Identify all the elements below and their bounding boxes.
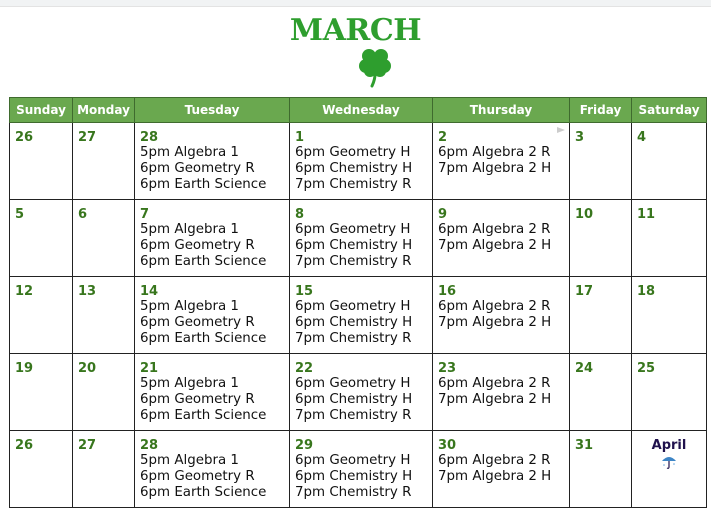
- day-cell[interactable]: [73, 431, 135, 508]
- day-number: 23: [438, 361, 457, 376]
- day-number: 3: [575, 130, 585, 145]
- event-text: 6pm Algebra 2 R: [438, 376, 551, 391]
- day-cell[interactable]: [632, 277, 707, 354]
- event-text: 6pm Algebra 2 R: [438, 299, 551, 314]
- day-number: 20: [78, 361, 97, 376]
- header-wednesday: Wednesday: [290, 98, 433, 123]
- event-text: 6pm Algebra 2 R: [438, 145, 551, 160]
- calendar-table: [9, 97, 707, 508]
- event-text: 6pm Chemistry H: [295, 469, 413, 484]
- header-saturday: Saturday: [632, 98, 707, 123]
- week-row: [10, 200, 707, 277]
- day-number: 5: [15, 207, 25, 222]
- day-number: 6: [78, 207, 88, 222]
- day-number: 27: [78, 130, 97, 145]
- day-number: 28: [140, 130, 159, 145]
- day-number: 2: [438, 130, 448, 145]
- event-text: 7pm Chemistry R: [295, 331, 412, 346]
- event-text: 6pm Geometry R: [140, 238, 255, 253]
- weekday-header-row: [10, 98, 707, 123]
- header-thursday: Thursday: [433, 98, 570, 123]
- april-label: April: [651, 438, 687, 453]
- day-number: 18: [637, 284, 656, 299]
- day-cell[interactable]: [433, 431, 570, 508]
- event-text: 7pm Chemistry R: [295, 177, 412, 192]
- event-text: 7pm Algebra 2 H: [438, 238, 552, 253]
- day-number: 26: [15, 130, 34, 145]
- day-cell[interactable]: [10, 354, 73, 431]
- event-text: 6pm Chemistry H: [295, 392, 413, 407]
- day-number: 16: [438, 284, 457, 299]
- umbrella-icon: [661, 454, 677, 470]
- event-text: 6pm Geometry H: [295, 299, 411, 314]
- event-text: 6pm Geometry H: [295, 222, 411, 237]
- week-row: [10, 354, 707, 431]
- day-number: 11: [637, 207, 656, 222]
- day-cell[interactable]: [135, 123, 290, 200]
- event-text: 5pm Algebra 1: [140, 145, 239, 160]
- event-text: 7pm Chemistry R: [295, 254, 412, 269]
- day-cell[interactable]: [632, 354, 707, 431]
- event-text: 6pm Geometry R: [140, 161, 255, 176]
- day-cell[interactable]: [433, 123, 570, 200]
- day-cell[interactable]: [135, 277, 290, 354]
- event-text: 5pm Algebra 1: [140, 376, 239, 391]
- page-title: MARCH: [289, 13, 422, 48]
- day-cell[interactable]: [135, 354, 290, 431]
- day-cell[interactable]: [570, 123, 632, 200]
- day-cell[interactable]: [73, 354, 135, 431]
- april-preview: [632, 431, 706, 470]
- day-cell[interactable]: [433, 200, 570, 277]
- day-cell[interactable]: [73, 277, 135, 354]
- day-number: 28: [140, 438, 159, 453]
- event-text: 6pm Algebra 2 R: [438, 453, 551, 468]
- event-text: 7pm Algebra 2 H: [438, 469, 552, 484]
- day-number: 25: [637, 361, 656, 376]
- event-text: 6pm Earth Science: [140, 254, 267, 269]
- event-text: 6pm Earth Science: [140, 408, 267, 423]
- header-monday: Monday: [73, 98, 135, 123]
- event-text: 6pm Chemistry H: [295, 161, 413, 176]
- day-cell[interactable]: [10, 277, 73, 354]
- week-row: [10, 277, 707, 354]
- day-cell[interactable]: [570, 431, 632, 508]
- event-text: 6pm Geometry R: [140, 469, 255, 484]
- day-number: 31: [575, 438, 594, 453]
- day-cell[interactable]: [10, 123, 73, 200]
- day-cell[interactable]: [632, 123, 707, 200]
- day-number: 26: [15, 438, 34, 453]
- event-text: 6pm Geometry R: [140, 315, 255, 330]
- day-number: 17: [575, 284, 594, 299]
- shamrock-icon: [355, 44, 395, 88]
- header-friday: Friday: [570, 98, 632, 123]
- event-text: 5pm Algebra 1: [140, 453, 239, 468]
- day-number: 27: [78, 438, 97, 453]
- event-text: 6pm Earth Science: [140, 177, 267, 192]
- top-toolbar-edge: [0, 0, 711, 7]
- week-row: [10, 123, 707, 200]
- event-text: 6pm Chemistry H: [295, 315, 413, 330]
- day-number: 7: [140, 207, 150, 222]
- event-text: 5pm Algebra 1: [140, 299, 239, 314]
- day-cell[interactable]: [290, 200, 433, 277]
- event-text: 5pm Algebra 1: [140, 222, 239, 237]
- day-number: 19: [15, 361, 34, 376]
- table-resize-icon[interactable]: [557, 127, 565, 133]
- day-cell[interactable]: [73, 123, 135, 200]
- day-number: 30: [438, 438, 457, 453]
- day-cell[interactable]: [290, 123, 433, 200]
- event-text: 6pm Chemistry H: [295, 238, 413, 253]
- event-text: 6pm Geometry H: [295, 145, 411, 160]
- event-text: 7pm Algebra 2 H: [438, 161, 552, 176]
- day-number: 9: [438, 207, 448, 222]
- event-text: 6pm Earth Science: [140, 485, 267, 500]
- day-number: 8: [295, 207, 305, 222]
- day-cell[interactable]: [135, 200, 290, 277]
- event-text: 6pm Earth Science: [140, 331, 267, 346]
- day-number: 1: [295, 130, 305, 145]
- day-number: 22: [295, 361, 314, 376]
- day-cell[interactable]: [570, 277, 632, 354]
- day-number: 21: [140, 361, 159, 376]
- day-number: 15: [295, 284, 314, 299]
- day-number: 24: [575, 361, 594, 376]
- day-cell[interactable]: [10, 431, 73, 508]
- day-number: 14: [140, 284, 159, 299]
- event-text: 6pm Geometry H: [295, 453, 411, 468]
- event-text: 7pm Chemistry R: [295, 408, 412, 423]
- day-cell[interactable]: [570, 354, 632, 431]
- day-number: 4: [637, 130, 647, 145]
- day-cell[interactable]: [433, 354, 570, 431]
- day-number: 10: [575, 207, 594, 222]
- day-cell[interactable]: [290, 354, 433, 431]
- day-cell[interactable]: [135, 431, 290, 508]
- day-cell[interactable]: [290, 431, 433, 508]
- header-sunday: Sunday: [10, 98, 73, 123]
- day-cell[interactable]: [433, 277, 570, 354]
- header-tuesday: Tuesday: [135, 98, 290, 123]
- day-cell[interactable]: [570, 200, 632, 277]
- day-cell[interactable]: [290, 277, 433, 354]
- event-text: 7pm Algebra 2 H: [438, 315, 552, 330]
- week-row: [10, 431, 707, 508]
- day-number: 29: [295, 438, 314, 453]
- day-cell[interactable]: [10, 200, 73, 277]
- event-text: 7pm Chemistry R: [295, 485, 412, 500]
- day-number: 13: [78, 284, 97, 299]
- day-cell-april[interactable]: [632, 431, 707, 508]
- event-text: 7pm Algebra 2 H: [438, 392, 552, 407]
- event-text: 6pm Geometry R: [140, 392, 255, 407]
- day-cell[interactable]: [73, 200, 135, 277]
- day-number: 12: [15, 284, 34, 299]
- event-text: 6pm Geometry H: [295, 376, 411, 391]
- day-cell[interactable]: [632, 200, 707, 277]
- event-text: 6pm Algebra 2 R: [438, 222, 551, 237]
